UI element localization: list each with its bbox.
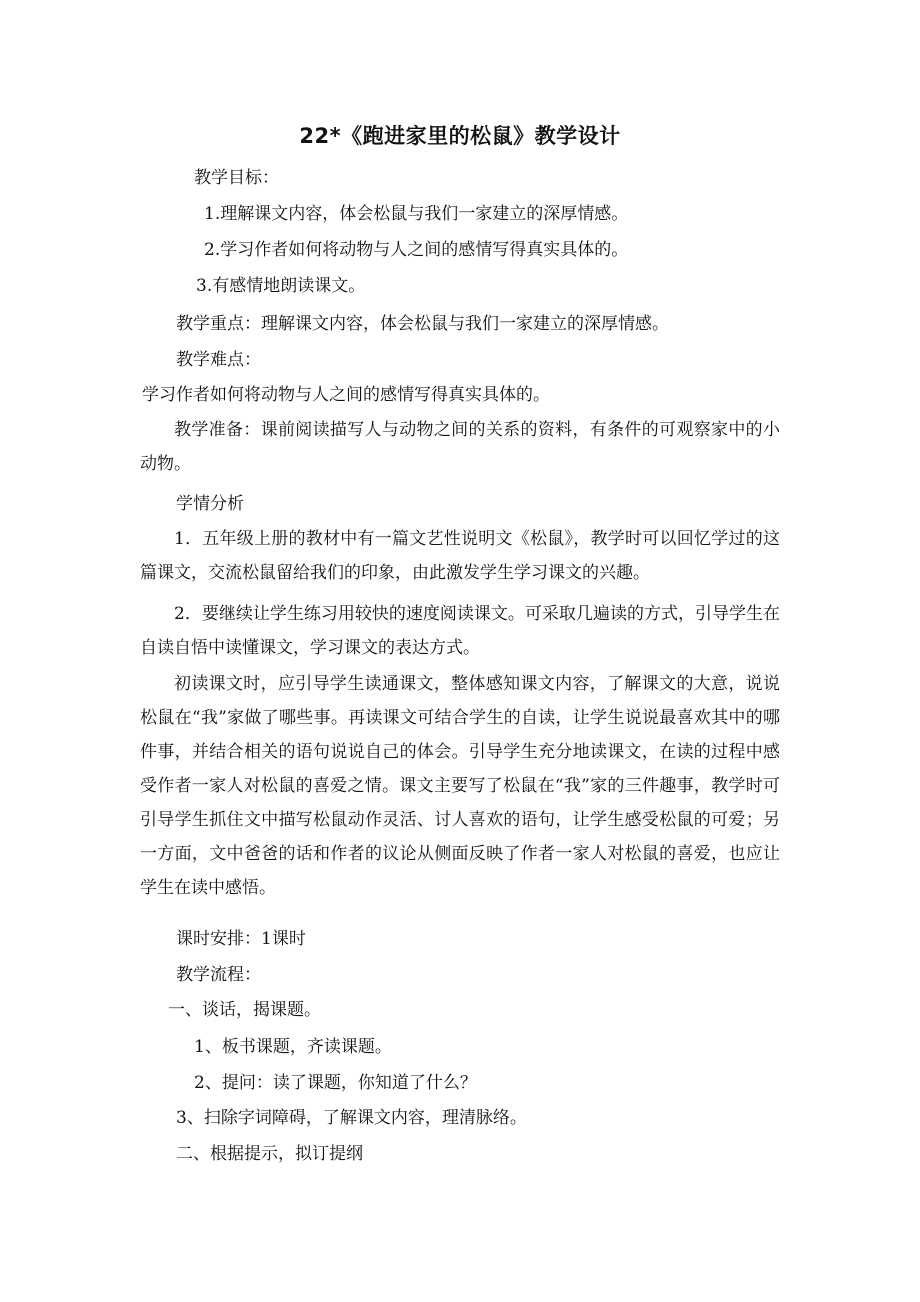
analysis-paragraph-1: 1．五年级上册的教材中有一篇文艺性说明文《松鼠》，教学时可以回忆学过的这篇课文，交流松鼠留给我们的印象，由此激发学生学习课文的兴趣。 — [140, 529, 780, 583]
preparation-paragraph: 教学准备：课前阅读描写人与动物之间的关系的资料，有条件的可观察家中的小动物。 — [140, 420, 780, 474]
difficulty-heading: 教学难点： — [176, 350, 261, 370]
step-2-heading: 二、根据提示，拟订提纲 — [176, 1144, 363, 1164]
document-title: 22*《跑进家里的松鼠》教学设计 — [299, 124, 621, 148]
process-heading: 教学流程： — [176, 965, 261, 985]
step-1-item-2: 2、提问：读了课题，你知道了什么？ — [194, 1073, 477, 1093]
objectives-heading: 教学目标： — [194, 168, 279, 188]
step-1-item-3: 3、扫除字词障碍，了解课文内容，理清脉络。 — [176, 1108, 527, 1128]
objective-3: 3.有感情地朗读课文。 — [196, 276, 366, 296]
key-point: 教学重点：理解课文内容，体会松鼠与我们一家建立的深厚情感。 — [176, 314, 669, 334]
objective-2: 2.学习作者如何将动物与人之间的感情写得真实具体的。 — [204, 240, 629, 260]
analysis-paragraph-3: 初读课文时，应引导学生读通课文，整体感知课文内容，了解课文的大意，说说松鼠在“我”家做了哪些事。再读课文可结合学生的自读，让学生说说最喜欢其中的哪件事，并结合相关的语句说说自己的体会。引导学生充分地读课文，在读的过程中感受作者一家人对松鼠的喜爱之情。课文主要写了松鼠在“我”家的三件趣事，教学时可引导学生抓住文中描写松鼠动作灵活、讨人喜欢的语句，让学生感受松鼠的可爱；另一方面，文中爸爸的话和作者的议论从侧面反映了作者一家人对松鼠的喜爱，也应让学生在读中感悟。 — [140, 674, 780, 898]
analysis-heading: 学情分析 — [176, 494, 244, 514]
schedule: 课时安排：1课时 — [176, 929, 306, 949]
step-1-item-1: 1、板书课题，齐读课题。 — [194, 1037, 392, 1057]
difficulty-text: 学习作者如何将动物与人之间的感情写得真实具体的。 — [142, 385, 550, 405]
objective-1: 1.理解课文内容，体会松鼠与我们一家建立的深厚情感。 — [204, 204, 629, 224]
analysis-paragraph-2: 2．要继续让学生练习用较快的速度阅读课文。可采取几遍读的方式，引导学生在自读自悟中读懂课文，学习课文的表达方式。 — [140, 604, 780, 658]
step-1-heading: 一、谈话，揭课题。 — [168, 1000, 321, 1020]
